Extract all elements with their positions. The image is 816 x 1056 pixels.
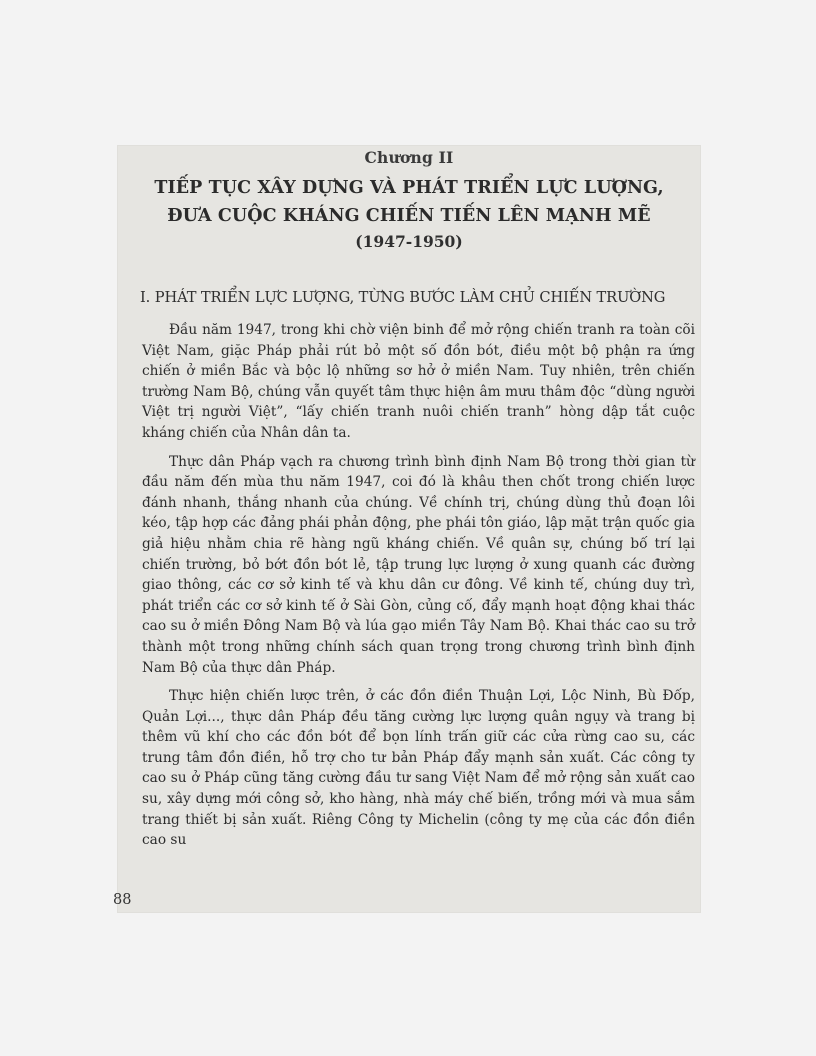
chapter-title-line: TIẾP TỤC XÂY DỰNG VÀ PHÁT TRIỂN LỰC LƯỢNG, xyxy=(154,178,664,198)
chapter-title xyxy=(118,174,700,230)
page-number: 88 xyxy=(113,892,132,908)
chapter-years: (1947-1950) xyxy=(355,232,463,251)
chapter-label: Chương II xyxy=(364,148,454,167)
chapter-title-line: ĐƯA CUỘC KHÁNG CHIẾN TIẾN LÊN MẠNH MẼ xyxy=(167,206,651,226)
paragraph: Thực dân Pháp vạch ra chương trình bình định Nam Bộ trong thời gian từ đầu năm đến mùa thu năm 1947, coi đó là khâu then chốt trong chiến lược đánh nhanh, thắng nhanh của chúng. Về chính trị, chúng dùng thủ đoạn lôi kéo, tập hợp các đảng phái phản động, phe phái tôn giáo, lập mặt trận quốc gia giả hiệu nhằm chia rẽ hàng ngũ kháng chiến. Về quân sự, chúng bố trí lại chiến trường, bỏ bớt đồn bót lẻ, tập trung lực lượng ở xung quanh các đường giao thông, các cơ sở kinh tế và khu dân cư đông. Về kinh tế, chúng duy trì, phát triển các cơ sở kinh tế ở Sài Gòn, củng cố, đẩy mạnh hoạt động khai thác cao su ở miền Đông Nam Bộ và lúa gạo miền Tây Nam Bộ. Khai thác cao su trở thành một trong những chính sách quan trọng trong chương trình bình định Nam Bộ của thực dân Pháp. xyxy=(142,453,695,676)
section-heading: I. PHÁT TRIỂN LỰC LƯỢNG, TỪNG BƯỚC LÀM CHỦ CHIẾN TRƯỜNG xyxy=(140,289,666,306)
book-page xyxy=(113,146,700,912)
body-text xyxy=(142,320,695,859)
paragraph: Đầu năm 1947, trong khi chờ viện binh để mở rộng chiến tranh ra toàn cõi Việt Nam, giặc Pháp phải rút bỏ một số đồn bót, điều một bộ phận ra ứng chiến ở miền Bắc và bộc lộ những sơ hở ở miền Nam. Tuy nhiên, trên chiến trường Nam Bộ, chúng vẫn quyết tâm thực hiện âm mưu thâm độc “dùng người Việt trị người Việt”, “lấy chiến tranh nuôi chiến tranh” hòng dập tắt cuộc kháng chiến của Nhân dân ta. xyxy=(142,322,695,441)
paragraph: Thực hiện chiến lược trên, ở các đồn điền Thuận Lợi, Lộc Ninh, Bù Đốp, Quản Lợi..., thực dân Pháp đều tăng cường lực lượng quân ngụy và trang bị thêm vũ khí cho các đồn bót để bọn lính trấn giữ các cửa rừng cao su, các trung tâm đồn điền, hỗ trợ cho tư bản Pháp đẩy mạnh sản xuất. Các công ty cao su ở Pháp cũng tăng cường đầu tư sang Việt Nam để mở rộng sản xuất cao su, xây dựng mới công sở, kho hàng, nhà máy chế biến, trồng mới và mua sắm trang thiết bị sản xuất. Riêng Công ty Michelin (công ty mẹ của các đồn điền cao su xyxy=(142,688,695,849)
